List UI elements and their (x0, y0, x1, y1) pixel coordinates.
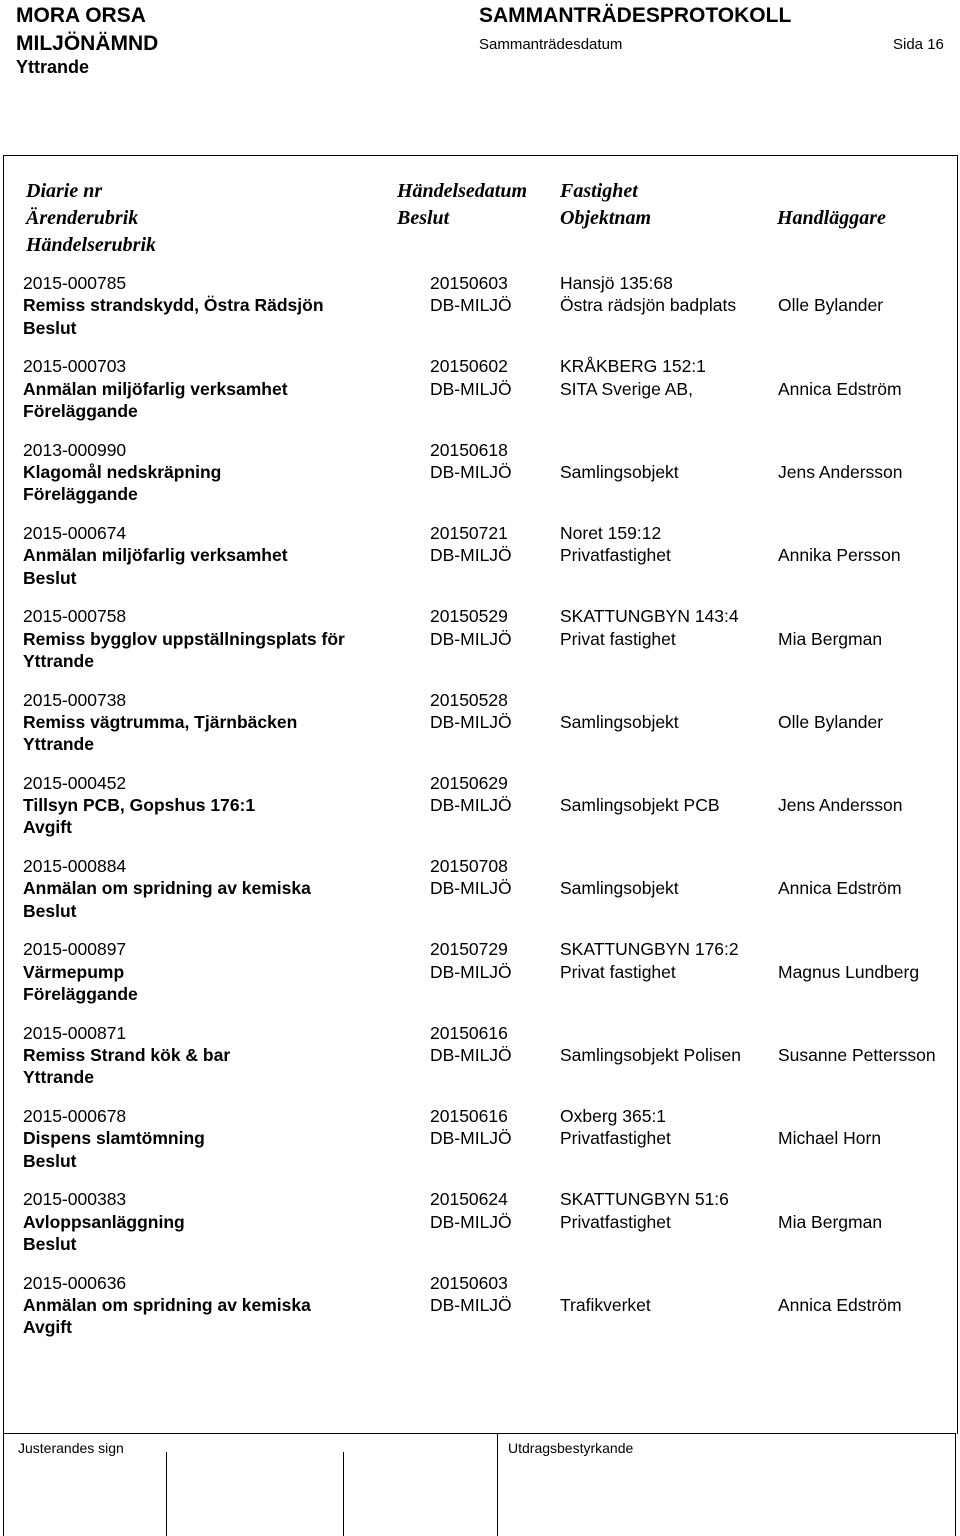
case-handelsedatum: 20150616 (430, 1106, 508, 1126)
case-beslut: DB-MILJÖ (430, 1045, 512, 1065)
case-rubrik: Dispens slamtömning (23, 1128, 205, 1149)
case-handelsedatum: 20150602 (430, 356, 508, 377)
case-handlaggare: Annica Edström (778, 878, 902, 899)
signature-footer (3, 1433, 956, 1536)
case-handelserubrik: Beslut (23, 317, 77, 338)
case-handelserubrik: Yttrande (23, 734, 94, 755)
col-header-handelsedatum: Händelsedatum (397, 180, 528, 202)
case-handelsedatum: 20150529 (430, 606, 508, 627)
case-diarie-nr: 2013-000990 (23, 439, 127, 460)
case-objektnam: Samlingsobjekt (560, 461, 679, 482)
case-rubrik: Remiss strandskydd, Östra Rädsjön (23, 295, 324, 316)
case-diarie-nr: 2015-000703 (23, 356, 127, 377)
case-rubrik: Anmälan om spridning av kemiska (23, 1294, 311, 1315)
case-fastighet: SKATTUNGBYN 51:6 (560, 1189, 729, 1210)
case-rubrik: Remiss Strand kök & bar (23, 1045, 231, 1065)
case-fastighet: SKATTUNGBYN 143:4 (560, 606, 739, 627)
col-header-diarie-nr: Diarie nr (26, 180, 103, 202)
case-fastighet: Hansjö 135:68 (560, 273, 673, 293)
case-handelserubrik: Avgift (23, 1317, 72, 1338)
case-beslut: DB-MILJÖ (430, 1294, 512, 1315)
case-fastighet: Oxberg 365:1 (560, 1106, 667, 1126)
case-handelserubrik: Beslut (23, 900, 77, 921)
case-handelserubrik: Avgift (23, 817, 72, 838)
case-rubrik: Anmälan miljöfarlig verksamhet (23, 545, 288, 566)
case-objektnam: Trafikverket (560, 1294, 651, 1315)
case-beslut: DB-MILJÖ (430, 378, 512, 399)
case-handelsedatum: 20150721 (430, 522, 508, 543)
case-diarie-nr: 2015-000383 (23, 1189, 127, 1210)
case-fastighet: SKATTUNGBYN 176:2 (560, 939, 739, 960)
meeting-date-label: Sammanträdesdatum (479, 36, 623, 53)
case-rubrik: Värmepump (23, 961, 125, 982)
case-beslut: DB-MILJÖ (430, 545, 512, 566)
case-objektnam: Privat fastighet (560, 628, 676, 649)
case-objektnam: Samlingsobjekt Polisen (560, 1045, 741, 1065)
case-handelsedatum: 20150528 (430, 689, 508, 710)
case-handlaggare: Jens Andersson (778, 795, 903, 816)
case-objektnam: Privatfastighet (560, 1128, 671, 1149)
case-handelsedatum: 20150603 (430, 273, 508, 293)
case-objektnam: Samlingsobjekt (560, 878, 679, 899)
org-name-line2: MILJÖNÄMND (16, 32, 159, 55)
case-beslut: DB-MILJÖ (430, 961, 512, 982)
case-handelsedatum: 20150729 (430, 939, 508, 960)
case-objektnam: Privat fastighet (560, 961, 676, 982)
case-diarie-nr: 2015-000674 (23, 522, 127, 543)
case-diarie-nr: 2015-000678 (23, 1106, 127, 1126)
case-rubrik: Klagomål nedskräpning (23, 461, 222, 482)
case-beslut: DB-MILJÖ (430, 711, 512, 732)
case-handlaggare: Olle Bylander (778, 711, 884, 732)
case-diarie-nr: 2015-000636 (23, 1272, 127, 1293)
case-rubrik: Remiss bygglov uppställningsplats för (23, 628, 345, 649)
case-handlaggare: Annica Edström (778, 378, 902, 399)
case-diarie-nr: 2015-000758 (23, 606, 127, 627)
case-handelserubrik: Yttrande (23, 1067, 94, 1088)
case-rubrik: Remiss vägtrumma, Tjärnbäcken (23, 711, 298, 732)
signature-divider (497, 1433, 498, 1536)
case-handelserubrik: Yttrande (23, 650, 94, 671)
case-handelserubrik: Föreläggande (23, 484, 138, 505)
col-header-fastighet: Fastighet (560, 180, 638, 202)
signature-divider (343, 1452, 344, 1536)
case-handelserubrik: Föreläggande (23, 400, 138, 421)
case-diarie-nr: 2015-000785 (23, 273, 127, 293)
case-handlaggare: Olle Bylander (778, 295, 884, 316)
col-header-arenderubrik: Ärenderubrik (26, 207, 139, 229)
justerandes-sign-label: Justerandes sign (18, 1440, 124, 1456)
case-handlaggare: Mia Bergman (778, 1211, 883, 1232)
case-objektnam: SITA Sverige AB, (560, 378, 693, 399)
case-handlaggare: Annica Edström (778, 1294, 902, 1315)
case-objektnam: Privatfastighet (560, 545, 671, 566)
case-objektnam: Samlingsobjekt PCB (560, 795, 720, 816)
case-beslut: DB-MILJÖ (430, 295, 512, 316)
case-handlaggare: Annika Persson (778, 545, 901, 566)
org-name-line1: MORA ORSA (16, 4, 146, 27)
case-beslut: DB-MILJÖ (430, 1211, 512, 1232)
signature-divider (166, 1452, 167, 1536)
page-number: Sida 16 (893, 36, 944, 53)
case-handelserubrik: Beslut (23, 1233, 77, 1254)
case-diarie-nr: 2015-000897 (23, 939, 127, 960)
case-objektnam: Privatfastighet (560, 1211, 671, 1232)
case-diarie-nr: 2015-000884 (23, 856, 127, 877)
case-handelserubrik: Beslut (23, 1150, 77, 1171)
case-handlaggare: Michael Horn (778, 1128, 882, 1149)
col-header-handlaggare: Handläggare (777, 207, 886, 229)
case-handelsedatum: 20150616 (430, 1022, 508, 1043)
section-label: Yttrande (16, 57, 90, 77)
utdragsbestyrkande-label: Utdragsbestyrkande (508, 1440, 634, 1456)
case-diarie-nr: 2015-000452 (23, 772, 127, 793)
case-diarie-nr: 2015-000871 (23, 1022, 127, 1043)
doc-title: SAMMANTRÄDESPROTOKOLL (479, 4, 792, 27)
case-handelsedatum: 20150603 (430, 1272, 508, 1293)
case-rubrik: Tillsyn PCB, Gopshus 176:1 (23, 795, 256, 816)
case-handlaggare: Mia Bergman (778, 628, 883, 649)
case-handlaggare: Jens Andersson (778, 461, 903, 482)
case-beslut: DB-MILJÖ (430, 1128, 512, 1149)
case-beslut: DB-MILJÖ (430, 795, 512, 816)
case-handelsedatum: 20150624 (430, 1189, 508, 1210)
col-header-handelserubrik: Händelserubrik (26, 234, 157, 256)
case-handelserubrik: Beslut (23, 567, 77, 588)
case-rubrik: Anmälan miljöfarlig verksamhet (23, 378, 288, 399)
case-handlaggare: Susanne Pettersson (778, 1045, 936, 1065)
col-header-objektnam: Objektnam (560, 207, 652, 229)
case-objektnam: Östra rädsjön badplats (560, 295, 737, 316)
case-handlaggare: Magnus Lundberg (778, 961, 920, 982)
case-rubrik: Anmälan om spridning av kemiska (23, 878, 311, 899)
case-objektnam: Samlingsobjekt (560, 711, 679, 732)
case-fastighet: KRÅKBERG 152:1 (560, 356, 706, 377)
case-handelsedatum: 20150708 (430, 856, 508, 877)
case-handelserubrik: Föreläggande (23, 984, 138, 1004)
case-beslut: DB-MILJÖ (430, 878, 512, 899)
case-handelsedatum: 20150629 (430, 772, 508, 793)
case-fastighet: Noret 159:12 (560, 522, 662, 543)
case-rubrik: Avloppsanläggning (23, 1211, 185, 1232)
case-diarie-nr: 2015-000738 (23, 689, 127, 710)
col-header-beslut: Beslut (397, 207, 450, 229)
case-beslut: DB-MILJÖ (430, 461, 512, 482)
case-handelsedatum: 20150618 (430, 439, 508, 460)
case-beslut: DB-MILJÖ (430, 628, 512, 649)
